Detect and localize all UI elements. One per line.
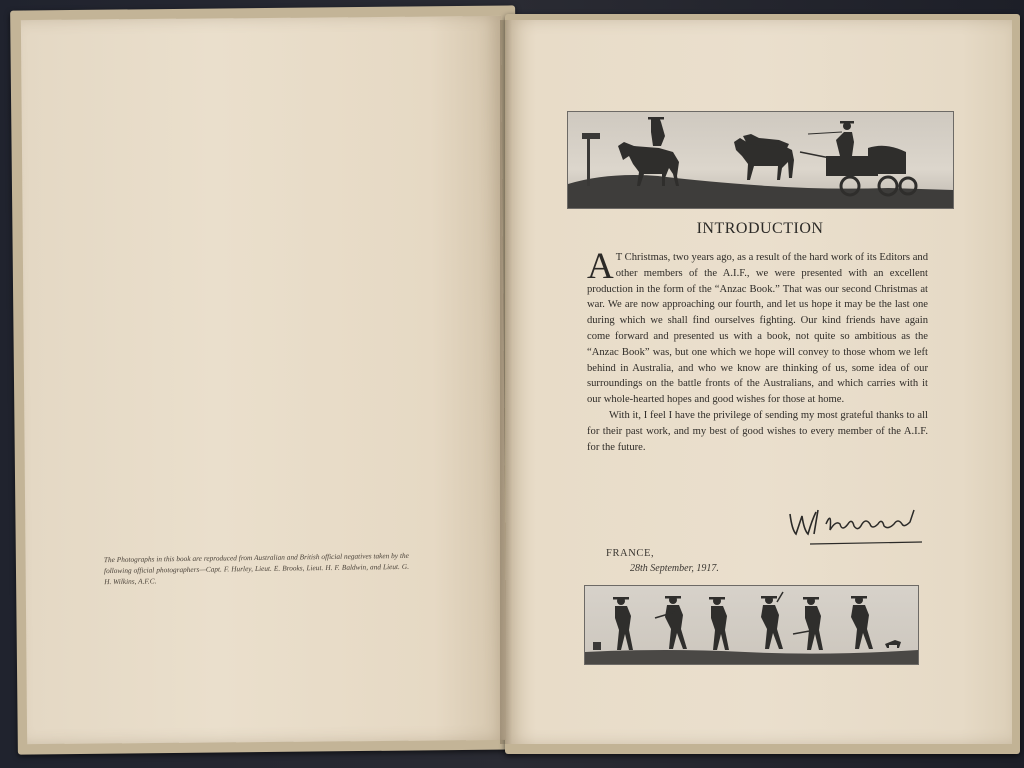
signature-place: FRANCE, (606, 548, 655, 559)
introduction-text (587, 246, 928, 455)
paragraph-2: With it, I feel I have the privilege of sending my most grateful thanks to all for their past work, and my best of good wishes to every member of the A.I.F. for the future. (587, 409, 928, 453)
paragraph-1-text: T Christmas, two years ago, as a result of the hard work of its Editors and other members of the A.I.F., we were presented with an excellent production in the form of the “Anzac Book.” That was our second Christmas at war. We are now approaching our fourth, and let us hope it may be the last one during which we shall find ourselves fighting. Our kind friends have again come forward and presented us with a book, not quite so ambitious as the “Anzac Book” was, but one which we hope will convey to those whom we left behind in Australia, and who we know are thinking of us, some idea of our surroundings on the battle fronts of the Australians, and which carries with it our whole-hearted hopes and good wishes for those at home. (587, 252, 928, 406)
drop-cap: A (587, 246, 614, 287)
header-illustration (567, 111, 954, 209)
footer-illustration (584, 585, 919, 665)
book-gutter (500, 20, 512, 744)
photo-credits: The Photographs in this book are reproduced from Australian and British official negatives taken by the following official photographers—Capt. F. Hurley, Lieut. E. Brooks, Lieut. H. F. Baldwin, and Lieut. G. H. Wilkins, A.F.C. (103, 550, 410, 587)
left-page (21, 16, 507, 744)
paragraph-1 (587, 246, 928, 408)
signature-date: 28th September, 1917. (630, 563, 719, 574)
introduction-heading: INTRODUCTION (696, 220, 824, 237)
signature (780, 500, 930, 552)
